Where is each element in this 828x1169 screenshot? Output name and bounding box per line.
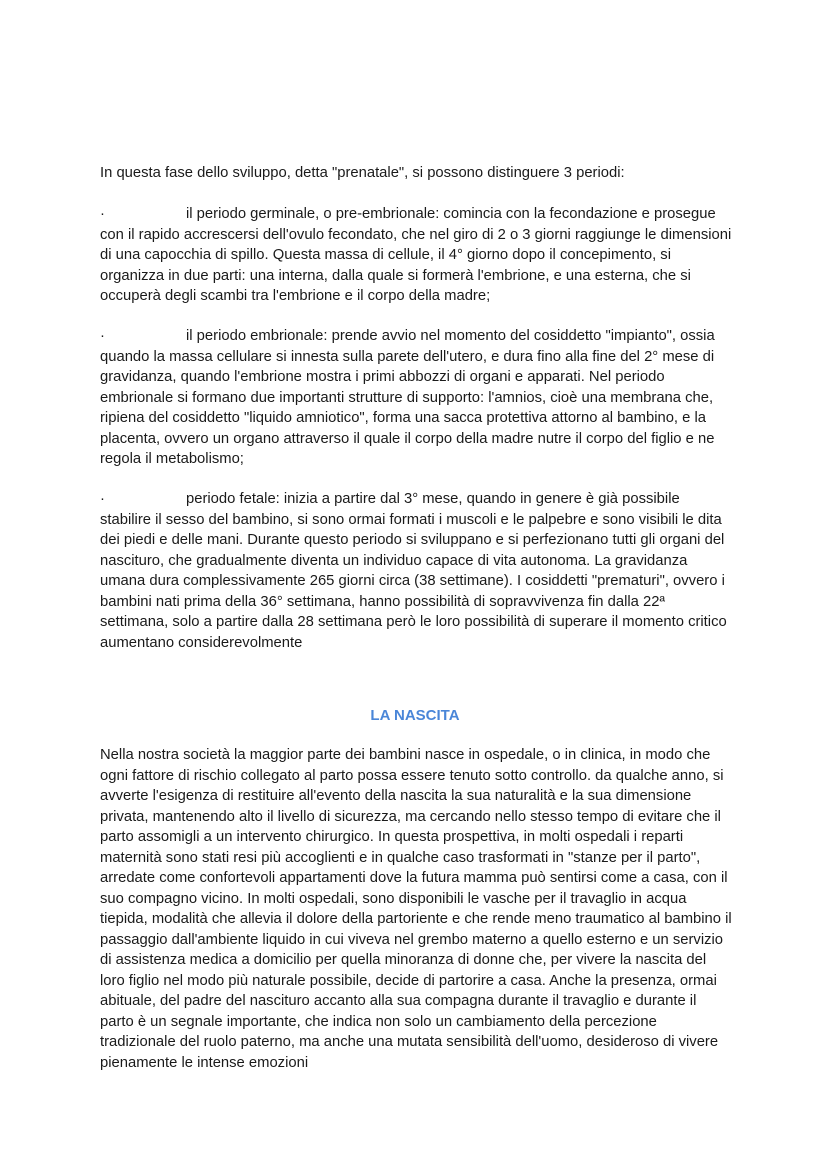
period-germinal-item bbox=[100, 204, 732, 307]
period-embryonic-item bbox=[100, 326, 732, 470]
bullet-marker: · bbox=[100, 328, 105, 344]
document-page bbox=[100, 0, 730, 1169]
bullet-marker: · bbox=[100, 206, 105, 222]
period-embryonic-text: il periodo embrionale: prende avvio nel momento del cosiddetto "impianto", ossia quando la massa cellulare si innesta sulla parete dell'utero, e dura fino alla fine del 2° mese di gravidanza, quando l'embrione mostra i primi abbozzi di organi e apparati. Nel periodo embrionale si formano due importanti strutture di supporto: l'amnios, cioè una membrana che, ripiena del cosiddetto "liquido amniotico", forma una sacca protettiva attorno al bambino, e la placenta, ovvero un organo attraverso il quale il corpo della madre nutre il corpo del figlio e ne regola il metabolismo; bbox=[100, 328, 715, 467]
period-fetal-text: periodo fetale: inizia a partire dal 3° mese, quando in genere è già possibile stabilire il sesso del bambino, si sono ormai formati i muscoli e le palpebre e sono visibili le dita dei piedi e delle mani. Durante questo periodo si sviluppano e si perfezionano tutti gli organi del nascituro, che gradualmente diventa un individuo capace di vita autonoma. La gravidanza umana dura complessivamente 265 giorni circa (38 settimane). I cosiddetti "prematuri", ovvero i bambini nati prima della 36° settimana, hanno possibilità di sopravvivenza fin dalla 22ª settimana, solo a partire dalla 28 settimana però le loro possibilità di superare il momento critico aumentano considerevolmente bbox=[100, 491, 727, 651]
section-title: LA NASCITA bbox=[370, 707, 460, 724]
intro-paragraph: In questa fase dello sviluppo, detta "prenatale", si possono distinguere 3 periodi: bbox=[100, 165, 625, 181]
section-body-paragraph: Nella nostra società la maggior parte dei bambini nasce in ospedale, o in clinica, in modo che ogni fattore di rischio collegato al parto possa essere tenuto sotto controllo. da qualche anno, si avverte l'esigenza di restituire all'evento della nascita la sua naturalità e la sua dimensione privata, mantenendo alto il livello di sicurezza, ma cercando nello stesso tempo di evitare che il parto assomigli a un intervento chirurgico. In questa prospettiva, in molti ospedali i reparti maternità sono stati resi più accoglienti e in qualche caso trasformati in "stanze per il parto", arredate come confortevoli appartamenti dove la futura mamma può sentirsi come a casa, con il suo compagno vicino. In molti ospedali, sono disponibili le vasche per il travaglio in acqua tiepida, modalità che allevia il dolore della partoriente e che rende meno traumatico al bambino il passaggio dall'ambiente liquido in cui viveva nel grembo materno a quello esterno e un servizio di assistenza medica a domicilio per quella minoranza di donne che, per vivere la nascita del loro figlio nel modo più naturale possibile, decide di partorire a casa. Anche la presenza, ormai abituale, del padre del nascituro accanto alla sua compagna durante il travaglio e durante il parto è un segnale importante, che indica non solo un cambiamento della percezione tradizionale del ruolo paterno, ma anche una mutata sensibilità dell'uomo, desideroso di vivere pienamente le intense emozioni bbox=[100, 747, 732, 1071]
bullet-marker: · bbox=[100, 491, 105, 507]
period-fetal-item bbox=[100, 489, 732, 653]
period-germinal-text: il periodo germinale, o pre-embrionale: comincia con la fecondazione e prosegue con il rapido accrescersi dell'ovulo fecondato, che nel giro di 2 o 3 giorni raggiunge le dimensioni di una capocchia di spillo. Questa massa di cellule, il 4° giorno dopo il concepimento, si organizza in due parti: una interna, dalla quale si formerà l'embrione, e una esterna, che si occuperà degli scambi tra l'embrione e il corpo della madre; bbox=[100, 206, 732, 304]
